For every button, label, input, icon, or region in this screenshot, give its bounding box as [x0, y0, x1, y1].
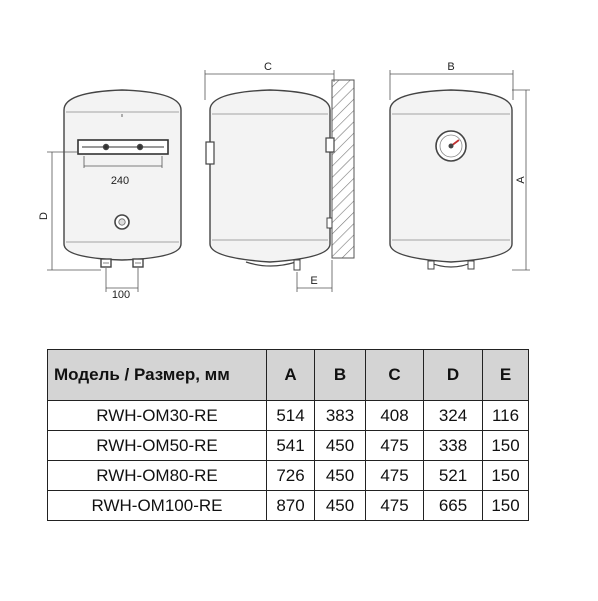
- cell-c: 475: [366, 491, 424, 521]
- cell-a: 726: [267, 461, 315, 491]
- table-row: [48, 431, 529, 461]
- dim-e-label: E: [310, 275, 318, 287]
- right-pipe-left: [428, 261, 434, 269]
- cell-e: 116: [483, 401, 529, 431]
- dim-c-label: C: [264, 61, 272, 73]
- cell-a: 870: [267, 491, 315, 521]
- header-model-size: Модель / Размер, мм: [48, 350, 267, 401]
- dim-a-label: A: [515, 176, 527, 184]
- cell-b: 450: [315, 461, 366, 491]
- side-handle: [206, 142, 214, 164]
- cell-e: 150: [483, 461, 529, 491]
- cell-d: 324: [424, 401, 483, 431]
- cell-c: 408: [366, 401, 424, 431]
- header-c: C: [366, 350, 424, 401]
- wall: [332, 80, 354, 258]
- dim-d-label: D: [38, 212, 50, 220]
- cell-d: 338: [424, 431, 483, 461]
- dim-b-label: B: [447, 61, 455, 73]
- header-a: A: [267, 350, 315, 401]
- dimensions-table: [47, 349, 529, 521]
- side-view: [206, 80, 354, 270]
- side-bracket-lower: [327, 218, 332, 228]
- dim-240-label: 240: [110, 175, 130, 187]
- cell-c: 475: [366, 461, 424, 491]
- cell-model: RWH-OM100-RE: [48, 491, 267, 521]
- right-pipe-right: [468, 261, 474, 269]
- cell-b: 383: [315, 401, 366, 431]
- cell-c: 475: [366, 431, 424, 461]
- cell-model: RWH-OM50-RE: [48, 431, 267, 461]
- table-header-row: [48, 350, 529, 401]
- header-d: D: [424, 350, 483, 401]
- cell-model: RWH-OM80-RE: [48, 461, 267, 491]
- side-pipe: [294, 260, 300, 270]
- header-b: B: [315, 350, 366, 401]
- table-row: [48, 491, 529, 521]
- cell-a: 514: [267, 401, 315, 431]
- cell-d: 665: [424, 491, 483, 521]
- cell-d: 521: [424, 461, 483, 491]
- cell-model: RWH-OM30-RE: [48, 401, 267, 431]
- dim-100-label: 100: [111, 289, 131, 301]
- cell-e: 150: [483, 431, 529, 461]
- cell-b: 450: [315, 491, 366, 521]
- header-e: E: [483, 350, 529, 401]
- cell-e: 150: [483, 491, 529, 521]
- right-view-body: [390, 90, 512, 262]
- table-row: [48, 401, 529, 431]
- cell-a: 541: [267, 431, 315, 461]
- side-bracket: [326, 138, 334, 152]
- table-row: [48, 461, 529, 491]
- right-view: [390, 90, 512, 269]
- side-view-body: [210, 90, 330, 262]
- cell-b: 450: [315, 431, 366, 461]
